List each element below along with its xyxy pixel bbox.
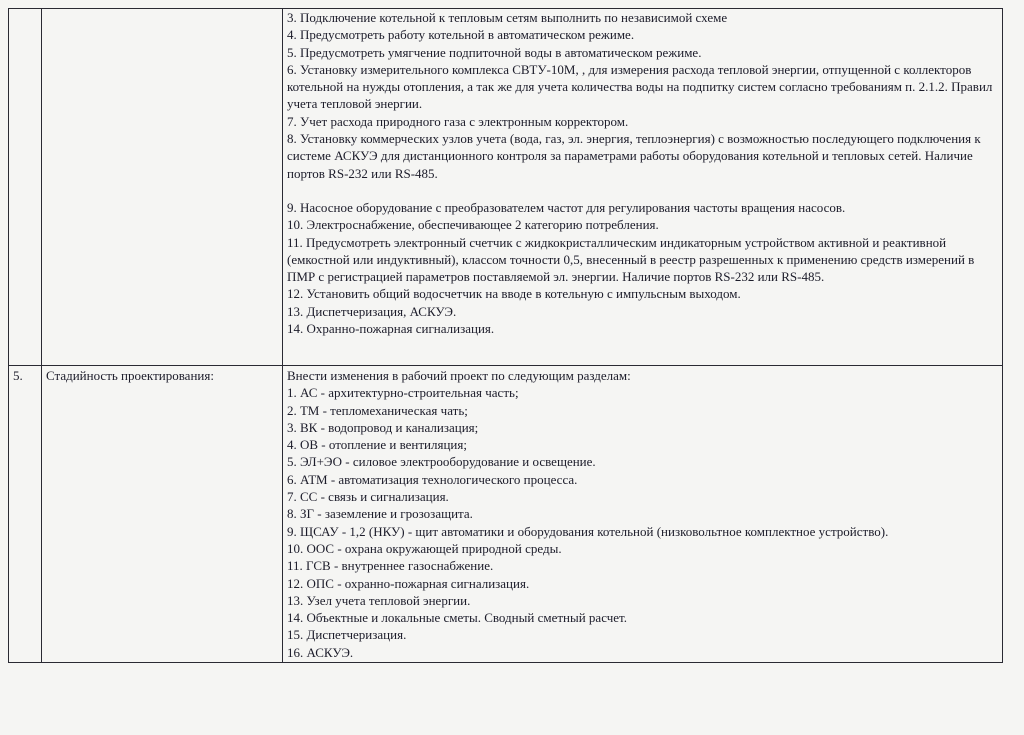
list-heading: Внести изменения в рабочий проект по следующим разделам: — [287, 368, 631, 383]
list-item: 12. Установить общий водосчетчик на вводе в котельную с импульсным выходом. — [287, 286, 741, 302]
list-item: 7. СС - связь и сигнализация. — [287, 489, 449, 505]
list-item: 10. ООС - охрана окружающей природной среды. — [287, 540, 562, 556]
list-item: 3. Подключение котельной к тепловым сетям выполнить по независимой схеме — [287, 10, 728, 25]
list-item: 13. Диспетчеризация, АСКУЭ. — [287, 303, 457, 319]
list-item: 8. ЗГ - заземление и грозозащита. — [287, 506, 473, 522]
row-number-cell: 5. — [9, 366, 42, 663]
row-content-cell — [283, 9, 1003, 366]
table-row — [9, 366, 1003, 663]
list-item: 15. Диспетчеризация. — [287, 627, 407, 643]
list-item: 2. ТМ - тепломеханическая чать; — [287, 402, 468, 418]
row-content-cell — [283, 366, 1003, 663]
list-item: 9. ЩСАУ - 1,2 (НКУ) - щит автоматики и оборудования котельной (низковольтное комплектное устройство). — [287, 523, 889, 539]
list-item: 10. Электроснабжение, обеспечивающее 2 категорию потребления. — [287, 217, 659, 233]
list-item: 12. ОПС - охранно-пожарная сигнализация. — [287, 575, 530, 591]
list-item: 4. Предусмотреть работу котельной в автоматическом режиме. — [287, 27, 635, 43]
list-item: 13. Узел учета тепловой энергии. — [287, 592, 471, 608]
requirements-table — [8, 8, 1003, 663]
table-row — [9, 9, 1003, 366]
row-label-cell — [42, 9, 283, 366]
list-item: 11. ГСВ - внутреннее газоснабжение. — [287, 558, 494, 574]
blank-line — [287, 182, 998, 199]
list-item: 9. Насосное оборудование с преобразователем частот для регулирования частоты вращения насосов. — [287, 199, 846, 215]
list-item: 1. АС - архитектурно-строительная часть; — [287, 385, 519, 401]
row-number-cell — [9, 9, 42, 366]
list-item: 5. Предусмотреть умягчение подпиточной воды в автоматическом режиме. — [287, 44, 702, 60]
list-item: 11. Предусмотреть электронный счетчик с жидкокристаллическим индикаторным устройством активной и реактивной (емкостной или индуктивный), классом точности 0,5, внесенный в реестр разрешенных к применению средств измерений в ПМР с регистрацией параметров поставляемой эл. энергии. Наличие портов RS-232 или RS-485. — [287, 234, 975, 285]
list-item: 6. Установку измерительного комплекса СВТУ-10М, , для измерения расхода тепловой энергии, отпущенной с коллекторов котельной на нужды отопления, а так же для учета количества воды на подпитку систем согласно требованиям п. 2.1.2. Правил учета тепловой энергии. — [287, 61, 993, 112]
list-item: 16. АСКУЭ. — [287, 644, 354, 660]
list-item: 4. ОВ - отопление и вентиляция; — [287, 437, 467, 453]
list-item: 6. АТМ - автоматизация технологического процесса. — [287, 471, 578, 487]
list-item: 7. Учет расхода природного газа с электронным корректором. — [287, 113, 629, 129]
list-item: 14. Объектные и локальные сметы. Сводный сметный расчет. — [287, 610, 627, 626]
list-item: 8. Установку коммерческих узлов учета (вода, газ, эл. энергия, теплоэнергия) с возможностью последующего подключения к системе АСКУЭ для дистанционного контроля за параметрами работы оборудования котельной и тепловых сетей. Наличие портов RS-232 или RS-485. — [287, 131, 981, 181]
row-label-cell: Стадийность проектирования: — [42, 366, 283, 663]
list-item: 14. Охранно-пожарная сигнализация. — [287, 321, 495, 337]
list-item: 5. ЭЛ+ЭО - силовое электрооборудование и освещение. — [287, 454, 596, 470]
list-item: 3. ВК - водопровод и канализация; — [287, 419, 479, 435]
